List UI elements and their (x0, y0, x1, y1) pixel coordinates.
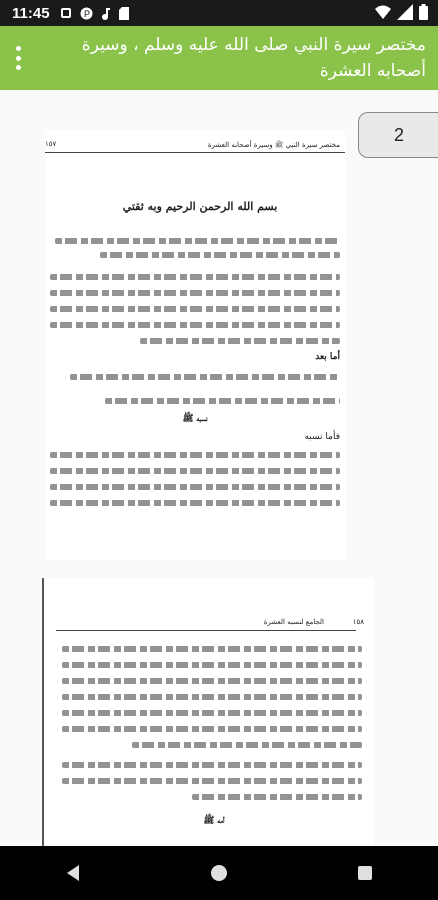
page-number-indicator[interactable]: 2 (358, 112, 438, 158)
text-line (105, 398, 340, 404)
app-bar (0, 26, 438, 90)
scanned-page-2 (42, 578, 374, 846)
status-icons-left (60, 7, 129, 20)
text-line (62, 778, 362, 784)
text-line (55, 238, 340, 244)
recents-icon (357, 865, 373, 881)
page-header-title: الجامع لنسبه العشرة (263, 618, 324, 626)
text-line (50, 322, 340, 328)
section-heading: أمه ﷺ (203, 816, 225, 826)
text-line (62, 694, 362, 700)
cellular-signal-icon (397, 4, 413, 20)
text-line (50, 290, 340, 296)
text-line (62, 710, 362, 716)
navigation-bar (0, 846, 438, 900)
svg-text:P: P (83, 8, 90, 19)
page-header-title: مختصر سيرة النبي ﷺ وسيرة أصحابه العشرة (207, 141, 340, 149)
battery-icon (419, 4, 428, 20)
text-line (50, 468, 340, 474)
back-button[interactable] (53, 853, 93, 893)
text-line (50, 484, 340, 490)
text-line (50, 306, 340, 312)
page-header-number: ١٥٧ (45, 140, 57, 148)
sd-card-icon (119, 7, 129, 20)
back-icon (65, 864, 81, 882)
overflow-menu-icon[interactable] (14, 46, 22, 70)
text-line (62, 678, 362, 684)
status-bar (0, 0, 438, 26)
text-line (50, 500, 340, 506)
text-line (62, 646, 362, 652)
basmala: بسم الله الرحمن الرحيم وبه ثقتي (122, 200, 278, 213)
app-title: مختصر سيرة النبي صلى الله عليه وسلم ، وسيرة أصحابه العشرة (81, 35, 426, 81)
recents-button[interactable] (345, 853, 385, 893)
scanned-page-1 (45, 130, 345, 560)
wifi-icon (375, 4, 391, 20)
section-heading: نسبه ﷺ (182, 414, 208, 424)
status-time: 11:45 (12, 4, 50, 22)
settings-circle-icon (80, 7, 93, 20)
section-heading: أما بعد (315, 352, 340, 362)
page-header-number: ١٥٨ (352, 618, 364, 626)
pdf-reader-view[interactable] (0, 90, 438, 846)
section-heading: فأما نسبه (304, 432, 340, 442)
text-line (192, 794, 362, 800)
music-note-icon (101, 7, 111, 20)
text-line (62, 762, 362, 768)
home-icon (210, 864, 228, 882)
text-line (50, 274, 340, 280)
text-line (132, 742, 362, 748)
text-line (62, 662, 362, 668)
header-rule (45, 152, 345, 153)
text-line (70, 374, 340, 380)
text-line (140, 338, 340, 344)
text-line (50, 452, 340, 458)
header-rule (56, 630, 356, 631)
home-button[interactable] (199, 853, 239, 893)
text-line (62, 726, 362, 732)
app-badge-icon (60, 7, 72, 19)
text-line (100, 252, 340, 258)
status-icons-right (375, 4, 428, 20)
